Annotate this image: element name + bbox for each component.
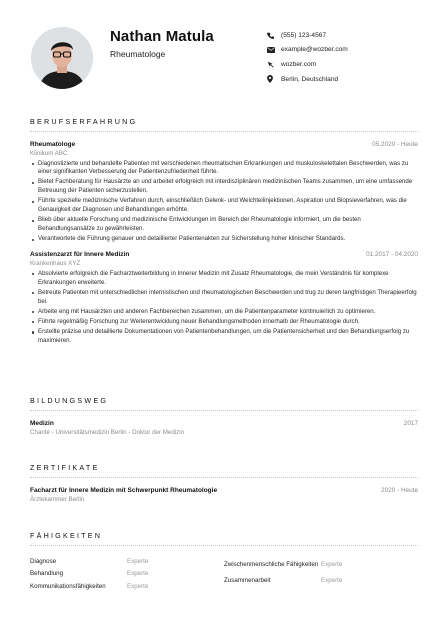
candidate-name: Nathan Matula [110, 28, 214, 45]
bullet-item: Blieb über aktuelle Forschung und medizinische Entwicklungen im Bereich der Rheumatologie informiert, um die besten Behandlungsansätze zu gewährleisten. [30, 216, 418, 234]
job-employer: Klinikum ABC [30, 149, 68, 157]
skill-level: Experte [321, 561, 343, 568]
education-heading: BILDUNGSWEG [30, 396, 109, 405]
location-pin-icon [267, 75, 281, 83]
section-divider [30, 477, 418, 478]
certificate-entry [30, 487, 418, 503]
contact-website[interactable] [267, 58, 437, 72]
job-bullets [30, 160, 418, 245]
contact-list [267, 28, 437, 87]
skill-item [30, 580, 224, 593]
bullet-item: Arbeite eng mit Hausärzten und anderen Fachbereichen zusammen, um die Patientenparameter kontinuierlich zu optimieren. [30, 308, 418, 317]
section-divider [30, 545, 418, 546]
education-degree: Medizin [30, 420, 54, 427]
skill-name: Diagnose [30, 557, 57, 565]
skill-level: Experte [321, 576, 343, 584]
skill-item [224, 555, 418, 574]
education-section [30, 396, 418, 436]
bullet-item: Führte spezielle medizinische Verfahren durch, einschließlich Gelenk- und Weichteilinjektionen, Aspiration und Biopsieverfahren, was die Genauigkeit der Diagnosen und Behandlungen erhöhte. [30, 197, 418, 215]
skills-column-right [224, 555, 418, 593]
skill-item [30, 555, 224, 568]
certificates-heading: ZERTIFIKATE [30, 463, 100, 472]
job-employer: Krankenhaus XYZ [30, 259, 81, 267]
skill-level: Experte [127, 557, 149, 565]
job-entry [30, 251, 418, 345]
link-icon [267, 61, 281, 68]
bullet-item: Absolvierte erfolgreich die Facharztweiterbildung in Innerer Medizin mit Zusatz Rheumatologie, die mein Verständnis für komplexe Erkrankungen erweiterte. [30, 270, 418, 288]
education-date: 2017 [403, 420, 418, 427]
experience-section [30, 117, 418, 347]
bullet-item: Verantwortete die Führung genauer und detaillierter Patientenakten zur Sicherstellung hoher klinischer Standards. [30, 235, 418, 244]
job-role: Assistenzarzt für Innere Medizin [30, 251, 130, 259]
job-date: 05.2020 - Heute [372, 141, 418, 148]
section-divider [30, 131, 418, 132]
contact-location-text: Berlin, Deutschland [281, 75, 339, 83]
skill-name: Kommunikationsfähigkeiten [30, 582, 106, 590]
bullet-item: Betreute Patienten mit unterschiedlichen internistischen und rheumatologischen Beschwerden und trug zu deren langfristigen Therapieerfolg bei. [30, 289, 418, 307]
certificate-issuer: Ärztekammer Berlin [30, 495, 85, 503]
phone-icon [267, 32, 281, 39]
job-entry [30, 141, 418, 244]
certificate-name: Facharzt für Innere Medizin mit Schwerpunkt Rheumatologie [30, 487, 218, 494]
certificate-date: 2020 - Heute [381, 487, 418, 494]
profile-photo [31, 27, 93, 89]
contact-website-text: wozber.com [281, 61, 317, 69]
section-divider [30, 410, 418, 411]
education-entry [30, 420, 418, 436]
contact-email[interactable] [267, 43, 437, 57]
skills-heading: FÄHIGKEITEN [30, 531, 103, 540]
skill-item [224, 574, 418, 587]
bullet-item: Diagnostizierte und behandelte Patienten mit verschiedenen rheumatischen Erkrankungen und muskuloskelettalen Beschwerden, was zu einer signifikanten Verbesserung der Patientenzufriedenheit führte. [30, 160, 418, 178]
skill-name: Zusammenarbeit [224, 576, 271, 584]
contact-location [267, 72, 437, 86]
skill-name: Zwischenmenschliche Fähigkeiten [224, 560, 319, 568]
skills-section [30, 531, 418, 593]
job-title: Rheumatologe [110, 49, 166, 59]
profile-photo-image [31, 27, 93, 89]
contact-phone [267, 28, 437, 42]
skill-level: Experte [127, 570, 149, 578]
certificates-section [30, 463, 418, 503]
bullet-item: Führte regelmäßig Forschung zur Weiterentwicklung neuer Behandlungsmethoden innerhalb der Rheumatologie durch. [30, 318, 418, 327]
job-bullets [30, 270, 418, 346]
skill-item [30, 568, 224, 581]
experience-heading: BERUFSERFAHRUNG [30, 117, 138, 126]
skills-column-left [30, 555, 224, 593]
skills-grid [30, 555, 418, 593]
job-date: 01.2017 - 04.2020 [366, 251, 418, 259]
bullet-item: Bietet Fachberatung für Hausärzte an und arbeitet erfolgreich mit interdisziplinären medizinischen Teams zusammen, um eine umfassende Betreuung der Patienten sicherzustellen. [30, 178, 418, 196]
job-role: Rheumatologe [30, 141, 76, 148]
email-icon [267, 47, 281, 53]
contact-email-text: example@wozber.com [281, 46, 348, 54]
skill-name: Behandlung [30, 570, 64, 578]
bullet-item: Erstellte präzise und detaillierte Dokumentationen von Patientenbehandlungen, um die Patientensicherheit und den Behandlungserfolg zu maximieren. [30, 328, 418, 346]
education-school: Charité - Universitätsmedizin Berlin - Doktor der Medizin [30, 428, 185, 436]
contact-phone-text: (555) 123-4567 [281, 31, 327, 39]
skill-level: Experte [127, 582, 149, 590]
